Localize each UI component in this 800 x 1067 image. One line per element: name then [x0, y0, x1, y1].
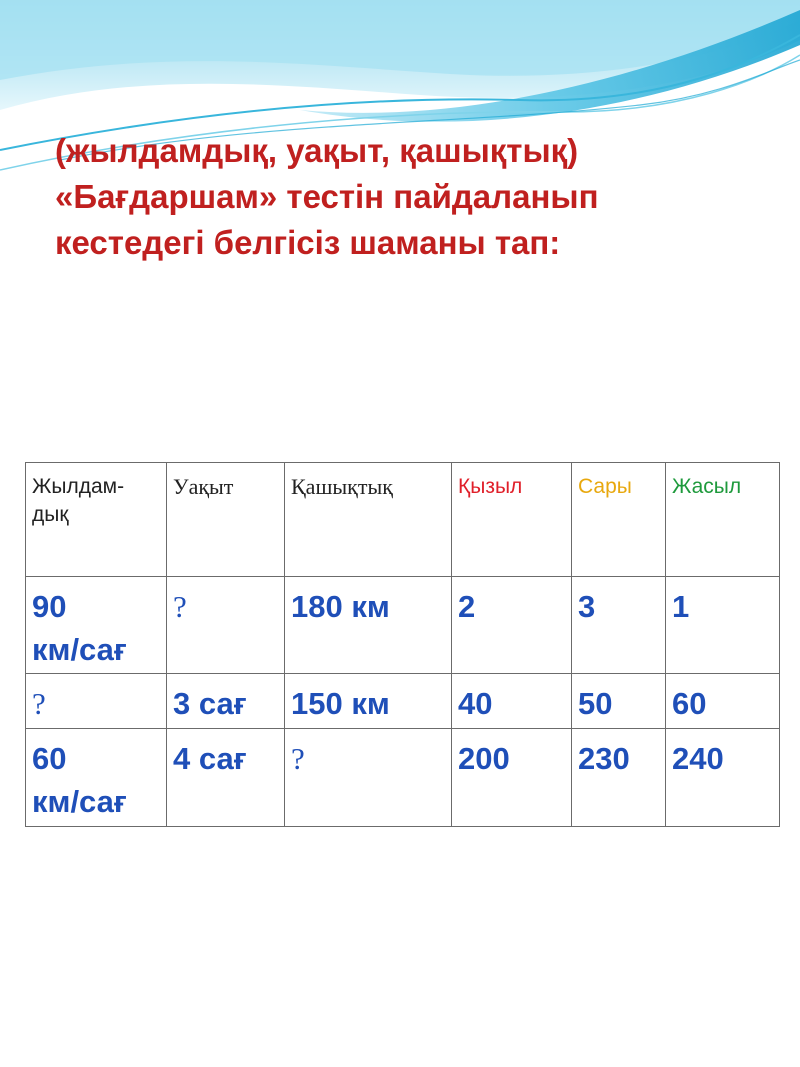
table-row	[26, 674, 780, 729]
header-speed-line1: Жылдам-	[32, 475, 125, 498]
cell-distance: 180 км	[285, 577, 452, 674]
cell-distance: 150 км	[285, 674, 452, 729]
header-speed	[26, 463, 167, 577]
cell-speed-value: 90	[32, 589, 67, 624]
cell-time: ?	[167, 577, 285, 674]
cell-green: 240	[666, 729, 780, 827]
cell-yellow: 50	[572, 674, 666, 729]
cell-speed-unit: км/сағ	[32, 632, 127, 667]
header-green: Жасыл	[666, 463, 780, 577]
cell-time: 4 сағ	[167, 729, 285, 827]
cell-red: 2	[452, 577, 572, 674]
header-speed-line2: дық	[32, 503, 69, 526]
header-red: Қызыл	[452, 463, 572, 577]
title-line-3: кестедегі белгісіз шаманы тап:	[55, 224, 561, 261]
cell-green: 60	[666, 674, 780, 729]
cell-yellow: 230	[572, 729, 666, 827]
cell-speed	[26, 674, 167, 729]
speed-time-distance-table	[25, 462, 780, 827]
cell-speed-value: ?	[32, 686, 46, 721]
title-line-2: «Бағдаршам» тестін пайдаланып	[55, 178, 599, 215]
table-row	[26, 729, 780, 827]
table-row	[26, 577, 780, 674]
cell-red: 200	[452, 729, 572, 827]
page-title	[55, 128, 775, 266]
cell-speed-value: 60	[32, 741, 67, 776]
cell-green: 1	[666, 577, 780, 674]
header-yellow: Сары	[572, 463, 666, 577]
table-header-row	[26, 463, 780, 577]
cell-time: 3 сағ	[167, 674, 285, 729]
cell-speed	[26, 729, 167, 827]
header-distance: Қашықтық	[285, 463, 452, 577]
cell-red: 40	[452, 674, 572, 729]
cell-speed	[26, 577, 167, 674]
cell-distance: ?	[285, 729, 452, 827]
cell-yellow: 3	[572, 577, 666, 674]
header-time: Уақыт	[167, 463, 285, 577]
title-line-1: (жылдамдық, уақыт, қашықтық)	[55, 132, 579, 169]
cell-speed-unit: км/сағ	[32, 784, 127, 819]
